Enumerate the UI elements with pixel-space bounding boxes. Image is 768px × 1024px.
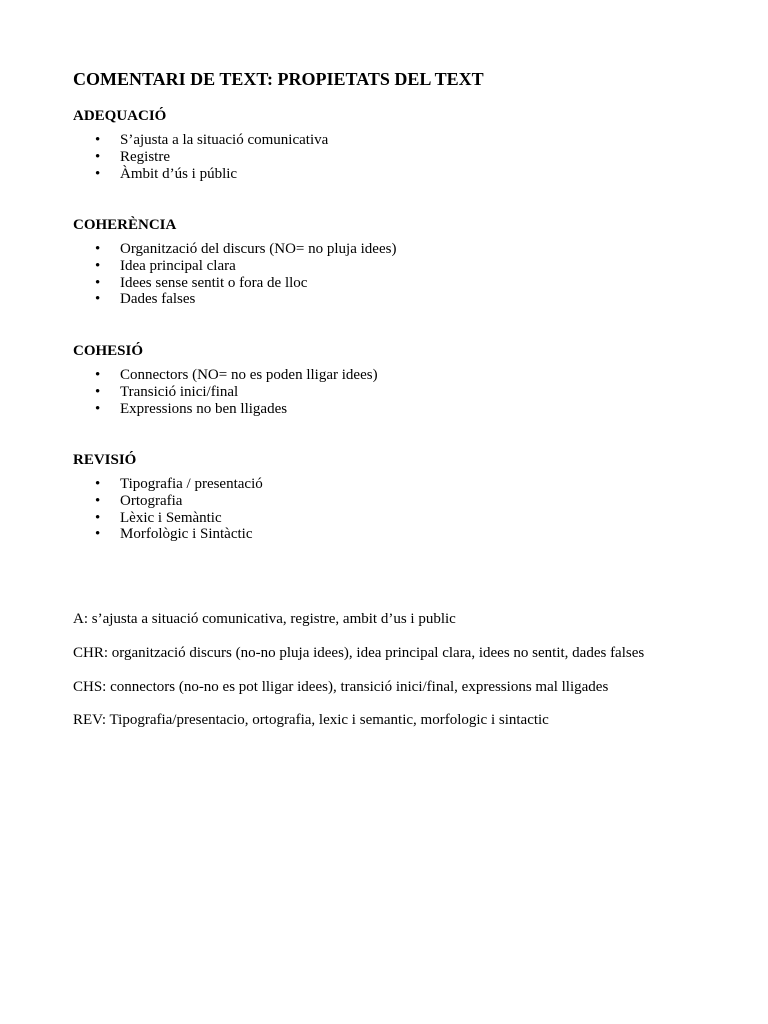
list-item-text: Registre — [120, 148, 170, 165]
section-heading: COHERÈNCIA — [73, 217, 177, 233]
section-heading: ADEQUACIÓ — [73, 108, 167, 124]
list-item-text: Connectors (NO= no es poden lligar idees) — [120, 367, 378, 383]
list-item — [73, 384, 378, 401]
bullet-icon: • — [95, 291, 101, 308]
summary-line-revisio: REV: Tipografia/presentacio, ortografia, lexic i semantic, morfologic i sintactic — [73, 712, 549, 728]
section-cohesio — [73, 342, 378, 417]
list-item-text: Expressions no ben lligades — [120, 400, 288, 417]
bullet-icon: • — [95, 526, 101, 543]
bullet-list — [73, 132, 328, 182]
section-adequacio — [73, 107, 328, 182]
bullet-icon: • — [95, 476, 101, 492]
document-title: COMENTARI DE TEXT: PROPIETATS DEL TEXT — [73, 69, 484, 89]
list-item-text: Idees sense sentit o fora de lloc — [120, 274, 308, 291]
summary-line-cohesio: CHS: connectors (no-no es pot lligar idees), transició inici/final, expressions mal lligades — [73, 679, 609, 695]
bullet-icon: • — [95, 132, 101, 148]
summary-line-adequacio: A: s’ajusta a situació comunicativa, registre, ambit d’us i public — [73, 611, 456, 627]
bullet-icon: • — [95, 492, 101, 509]
list-item — [73, 166, 328, 183]
bullet-icon: • — [95, 241, 101, 257]
list-item-text: Àmbit d’ús i públic — [120, 165, 238, 182]
section-heading: REVISIÓ — [73, 452, 137, 468]
list-item-text: Morfològic i Sintàctic — [120, 526, 253, 543]
list-item — [73, 258, 396, 275]
list-item — [73, 526, 263, 543]
list-item — [73, 149, 328, 166]
section-coherencia — [73, 216, 396, 308]
list-item — [73, 510, 263, 527]
list-item — [73, 132, 328, 149]
list-item-text: Lèxic i Semàntic — [120, 509, 222, 526]
bullet-list — [73, 241, 396, 308]
list-item — [73, 401, 378, 418]
bullet-list — [73, 476, 263, 543]
bullet-icon: • — [95, 257, 101, 274]
bullet-icon: • — [95, 367, 101, 383]
section-heading: COHESIÓ — [73, 343, 144, 359]
list-item — [73, 493, 263, 510]
bullet-list — [73, 367, 378, 417]
list-item — [73, 476, 263, 493]
bullet-icon: • — [95, 274, 101, 291]
section-revisio — [73, 451, 263, 543]
list-item-text: Ortografia — [120, 492, 183, 509]
list-item — [73, 241, 396, 258]
list-item-text: S’ajusta a la situació comunicativa — [120, 132, 329, 148]
bullet-icon: • — [95, 400, 101, 417]
list-item-text: Tipografia / presentació — [120, 476, 263, 492]
bullet-icon: • — [95, 165, 101, 182]
list-item — [73, 291, 396, 308]
bullet-icon: • — [95, 383, 101, 400]
bullet-icon: • — [95, 148, 101, 165]
list-item — [73, 367, 378, 384]
list-item-text: Dades falses — [120, 291, 196, 308]
list-item — [73, 275, 396, 292]
list-item-text: Organització del discurs (NO= no pluja idees) — [120, 241, 397, 257]
list-item-text: Idea principal clara — [120, 257, 236, 274]
summary-line-coherencia: CHR: organització discurs (no-no pluja idees), idea principal clara, idees no sentit, dades falses — [73, 645, 645, 661]
list-item-text: Transició inici/final — [120, 383, 239, 400]
bullet-icon: • — [95, 509, 101, 526]
